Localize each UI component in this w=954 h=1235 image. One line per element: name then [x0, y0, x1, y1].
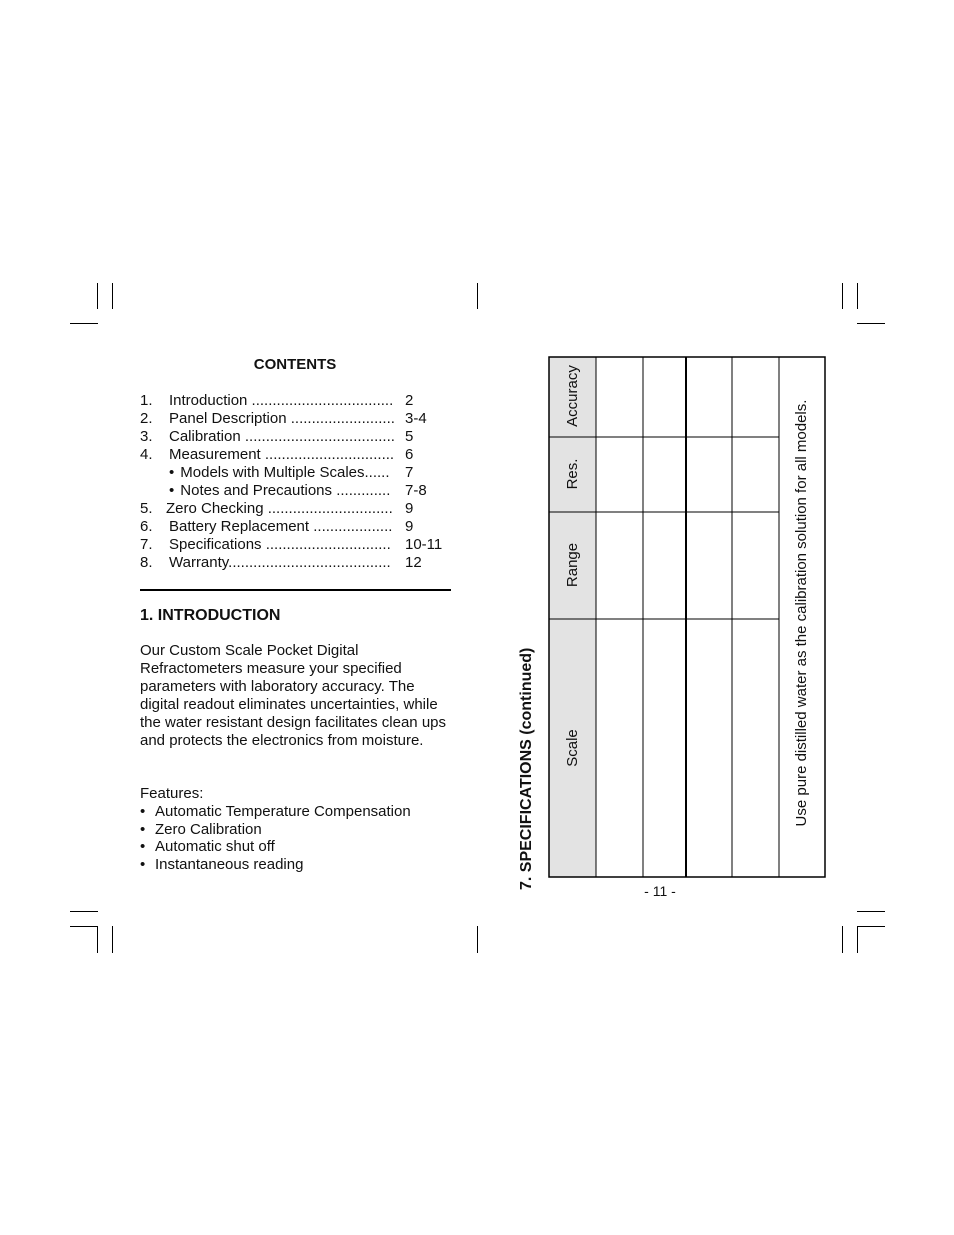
bullet-icon: •	[169, 482, 175, 499]
toc-entry-multiple-scales[interactable]: • Models with Multiple Scales...... 7	[169, 464, 414, 481]
introduction-heading: 1. INTRODUCTION	[140, 607, 281, 624]
column-header-accuracy: Accuracy	[564, 365, 581, 427]
bullet-icon: •	[140, 856, 146, 874]
toc-entry-warranty[interactable]: 8. Warranty....................................... 12	[140, 554, 422, 571]
bullet-icon: •	[140, 803, 146, 820]
calibration-note: Use pure distilled water as the calibration solution for all models.	[793, 399, 810, 827]
bullet-icon: •	[169, 464, 175, 481]
contents-title: CONTENTS	[253, 356, 337, 373]
toc-entry-introduction[interactable]: 1. Introduction .................................. 2	[140, 392, 414, 409]
toc-entry-zero-checking[interactable]: 5. Zero Checking .............................. 9	[140, 500, 414, 517]
bullet-icon: •	[140, 820, 146, 838]
bullet-icon: •	[140, 838, 146, 856]
toc-entry-specifications[interactable]: 7. Specifications .............................. 10-11	[140, 536, 443, 553]
feature-item: • Automatic Temperature Compensation	[140, 803, 411, 820]
introduction-body: Our Custom Scale Pocket Digital Refractometers measure your specified parameters with laboratory accuracy. The digital readout eliminates uncertainties, while the water resistant design facilitates clean ups and protects the electronics from moisture.	[140, 642, 446, 749]
toc-entry-notes-precautions[interactable]: • Notes and Precautions ............. 7-8	[169, 482, 427, 499]
page-number: - 11 -	[644, 883, 676, 899]
toc-entry-panel-description[interactable]: 2. Panel Description ......................... 3-4	[140, 410, 427, 427]
features-label: Features:	[140, 785, 204, 802]
feature-item: • Automatic shut off	[140, 838, 275, 856]
column-header-range: Range	[564, 542, 581, 588]
toc-entry-measurement[interactable]: 4. Measurement ............................... 6	[140, 446, 414, 463]
toc-entry-calibration[interactable]: 3. Calibration .................................... 5	[140, 428, 414, 445]
column-header-scale: Scale	[564, 729, 581, 767]
toc-entry-battery-replacement[interactable]: 6. Battery Replacement ................... 9	[140, 518, 414, 535]
feature-item: • Instantaneous reading	[140, 856, 304, 874]
column-header-res: Res.	[564, 458, 581, 490]
feature-item: • Zero Calibration	[140, 820, 262, 838]
specifications-title: 7. SPECIFICATIONS (continued)	[518, 647, 535, 890]
